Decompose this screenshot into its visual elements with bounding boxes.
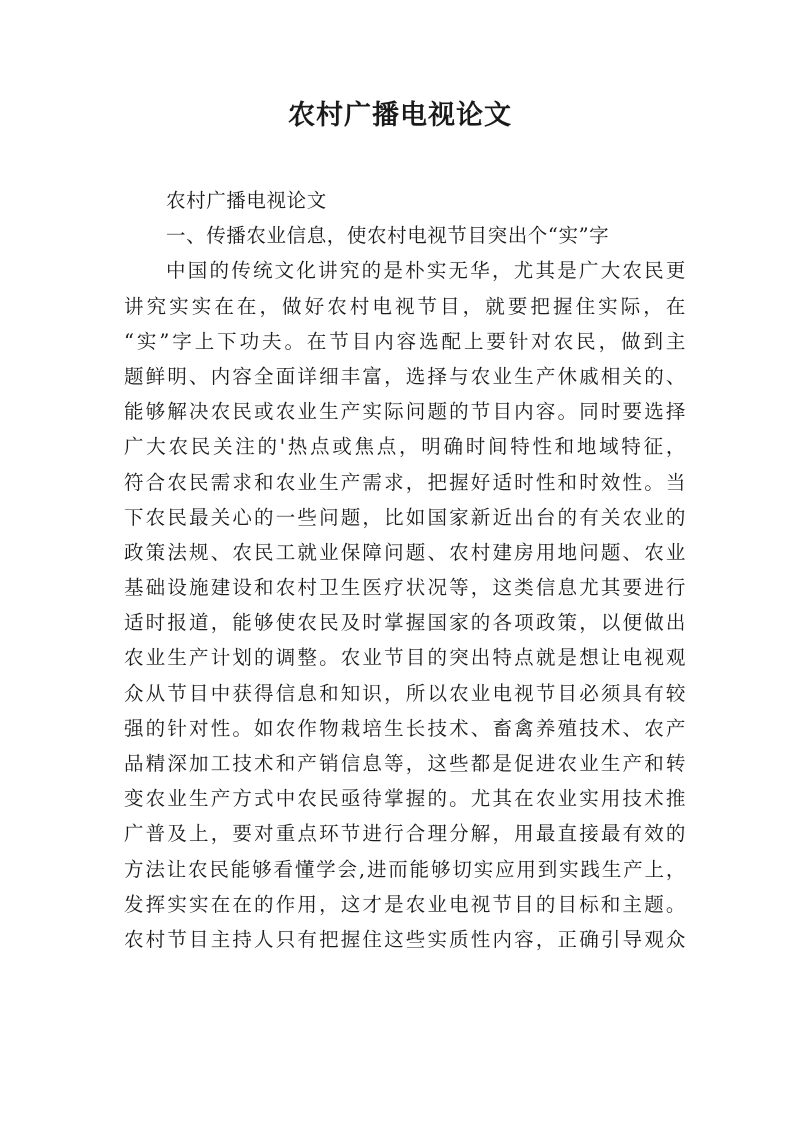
- text-line: 广普及上，要对重点环节进行合理分解，用最直接最有效的: [124, 822, 686, 846]
- text-line: 基础设施建设和农村卫生医疗状况等，这类信息尤其要进行: [124, 576, 686, 600]
- text-line: 强的针对性。如农作物栽培生长技术、畜禽养殖技术、农产: [124, 716, 686, 740]
- text-line: 品精深加工技术和产销信息等，这些都是促进农业生产和转: [124, 752, 686, 775]
- text-line: 中国的传统文化讲究的是朴实无华，尤其是广大农民更: [166, 259, 686, 283]
- text-line: 下农民最关心的一些问题，比如国家新近出台的有关农业的: [124, 505, 686, 529]
- text-line: 众从节目中获得信息和知识，所以农业电视节目必须具有较: [124, 681, 686, 705]
- text-line: “实”字上下功夫。在节目内容选配上要针对农民，做到主: [124, 329, 686, 353]
- text-line: 发挥实实在在的作用，这才是农业电视节目的目标和主题。: [124, 892, 686, 916]
- section-heading: 一、传播农业信息，使农村电视节目突出个“实”字: [166, 224, 610, 248]
- text-line: 政策法规、农民工就业保障问题、农村建房用地问题、农业: [124, 540, 686, 564]
- document-body: [124, 183, 686, 957]
- text-line: 适时报道，能够使农民及时掌握国家的各项政策，以便做出: [124, 611, 686, 635]
- text-line: 农村节目主持人只有把握住这些实质性内容，正确引导观众: [124, 927, 686, 951]
- paragraph-heading: 农村广播电视论文: [166, 189, 327, 212]
- document-title: 农村广播电视论文: [288, 100, 512, 131]
- text-line: 方法让农民能够看懂学会,进而能够切实应用到实践生产上，: [124, 857, 686, 881]
- text-line: 能够解决农民或农业生产实际问题的节目内容。同时要选择: [124, 400, 686, 424]
- text-line: 符合农民需求和农业生产需求，把握好适时性和时效性。当: [124, 470, 686, 494]
- text-line: 变农业生产方式中农民亟待掌握的。尤其在农业实用技术推: [124, 787, 686, 811]
- text-line: 农业生产计划的调整。农业节目的突出特点就是想让电视观: [124, 646, 686, 670]
- text-line: 广大农民关注的'热点或焦点，明确时间特性和地域特征，: [124, 435, 686, 459]
- text-line: 题鲜明、内容全面详细丰富，选择与农业生产休戚相关的、: [124, 364, 686, 388]
- text-line: 讲究实实在在，做好农村电视节目，就要把握住实际，在: [124, 294, 686, 318]
